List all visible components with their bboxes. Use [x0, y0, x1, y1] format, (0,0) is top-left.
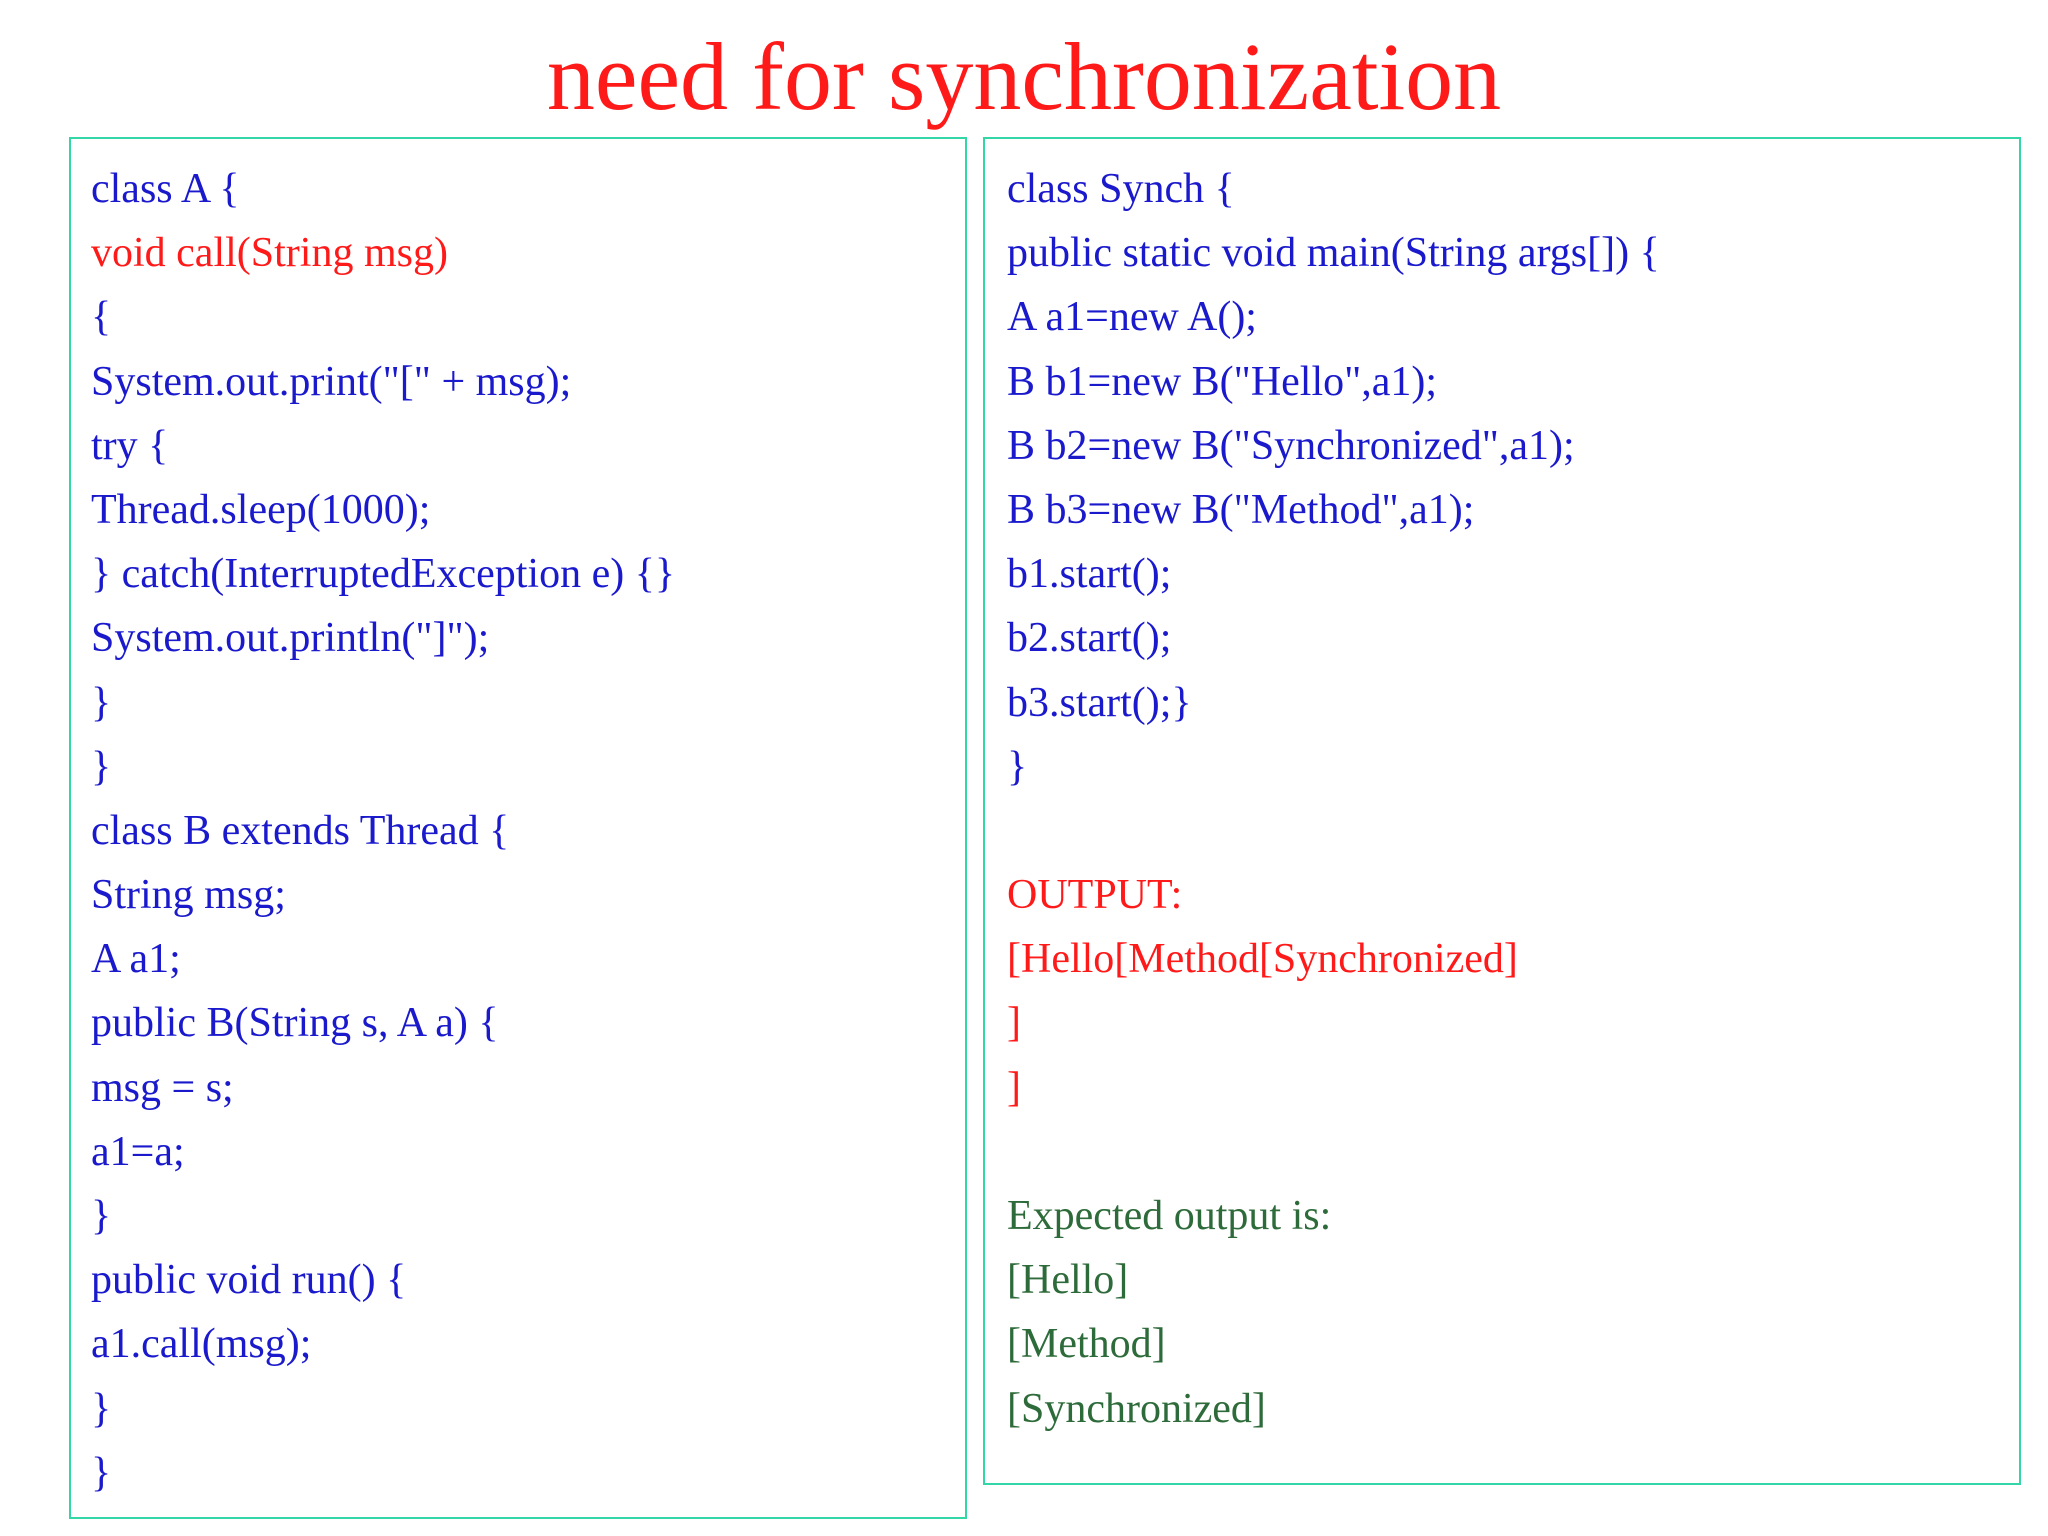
code-line: a1.call(msg); [91, 1321, 312, 1368]
code-line: class Synch { [1007, 166, 1235, 212]
left-code-panel [69, 137, 967, 1519]
code-line: [Method] [1007, 1321, 1166, 1368]
code-line: public void run() { [91, 1257, 407, 1304]
code-line: [Synchronized] [1007, 1385, 1266, 1432]
code-line: } catch(InterruptedException e) {} [91, 551, 676, 598]
code-line: class B extends Thread { [91, 807, 510, 854]
code-line: { [91, 294, 112, 341]
code-line: ] [1007, 1064, 1021, 1111]
code-line: B b1=new B("Hello",a1); [1007, 358, 1438, 405]
code-line: } [91, 1449, 112, 1496]
code-line: } [91, 1193, 112, 1239]
code-line: A a1=new A(); [1007, 294, 1257, 341]
code-line: msg = s; [91, 1064, 234, 1111]
blank-line [1007, 1120, 2019, 1184]
right-code-panel [983, 137, 2021, 1485]
code-line: ] [1007, 1000, 1021, 1047]
code-line: B b2=new B("Synchronized",a1); [1007, 422, 1575, 469]
code-line: String msg; [91, 872, 286, 919]
blank-line [1007, 799, 2019, 863]
code-line: b3.start();} [1007, 679, 1192, 726]
code-line: Expected output is: [1007, 1193, 1332, 1239]
code-line: } [91, 743, 112, 790]
code-line: } [1007, 743, 1028, 790]
code-line: void call(String msg) [91, 230, 448, 277]
code-line: A a1; [91, 936, 181, 983]
code-line: } [91, 1385, 112, 1432]
code-line: [Hello[Method[Synchronized] [1007, 936, 1518, 983]
code-line: OUTPUT: [1007, 872, 1183, 919]
slide-title: need for synchronization [546, 23, 1502, 130]
code-line: B b3=new B("Method",a1); [1007, 486, 1475, 533]
code-line: [Hello] [1007, 1257, 1129, 1304]
code-line: b1.start(); [1007, 551, 1172, 598]
code-line: Thread.sleep(1000); [91, 486, 431, 533]
code-line: try { [91, 422, 169, 469]
code-line: public B(String s, A a) { [91, 1000, 499, 1047]
code-line: System.out.print("[" + msg); [91, 358, 572, 405]
code-line: class A { [91, 166, 240, 212]
code-line: b2.start(); [1007, 615, 1172, 662]
code-line: } [91, 679, 112, 726]
code-line: public static void main(String args[]) { [1007, 230, 1660, 277]
code-line: a1=a; [91, 1128, 185, 1175]
code-line: System.out.println("]"); [91, 615, 490, 662]
